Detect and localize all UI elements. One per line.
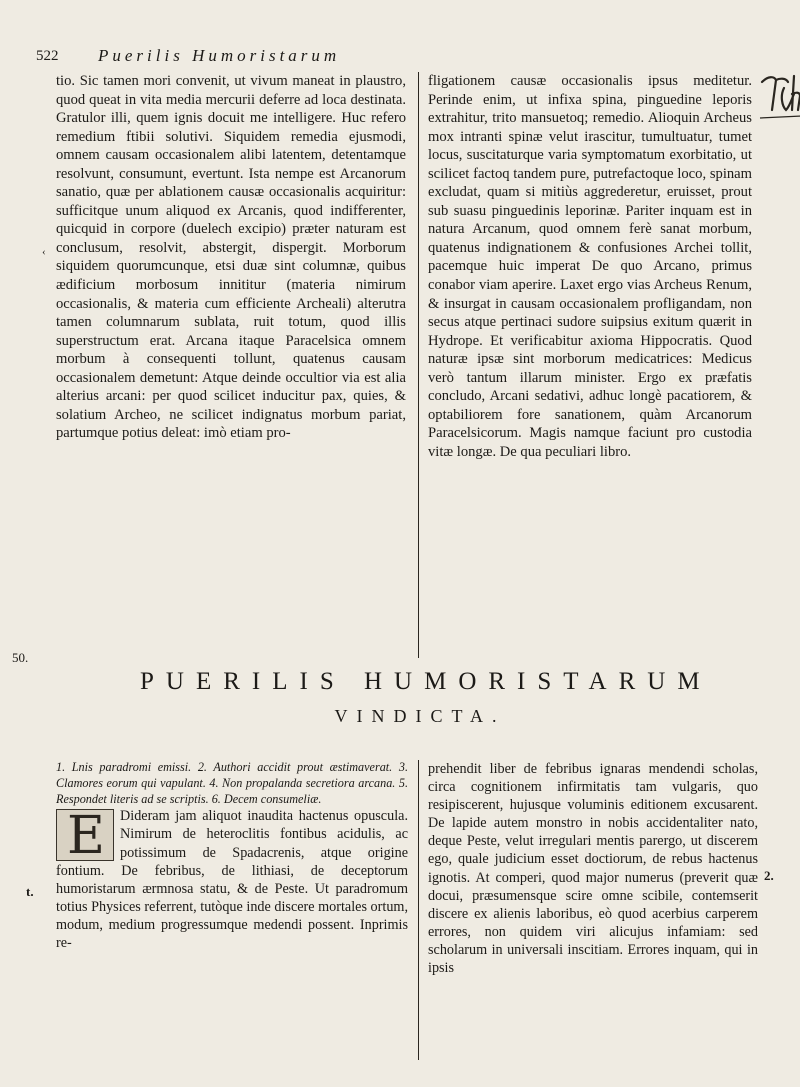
woodcut-initial-icon	[56, 809, 114, 861]
margin-note: t.	[26, 884, 34, 899]
column-divider	[418, 760, 419, 1060]
running-title: Puerilis Humoristarum	[98, 46, 341, 65]
bottom-left-column	[56, 760, 408, 952]
body-text: tio. Sic tamen mori convenit, ut vivum maneat in plaustro, quod queat in vita media mercurii deferre ad loca destinata. Gratulor illi, quem ignis docuit me intelligere. Huc refero remedium ftibii solutivi. Siquidem remedia ejusmodi, omnem causam occasionalem alibi latentem, detentamque resolvunt, consumunt, evertunt. Ista nempe est Arcanorum sanatio, quæ per ablationem causæ occasionalis acquiritur: sufficitque unum aliquod ex Arcanis, quod indifferenter, quicquid in corpore (duelech excipio) præter naturam est conclusum, resolvit, abstergit, dispergit. Morborum siquidem quorumcunque, etsi duæ sint columnæ, quibus ædificium morbosum innititur (materia nimirum occasionalis, & materia cum efficiente Archeali) alterutra tamen columnarum sublata, ruit totum, quod illis superstructum erat. Arcana itaque Paracelsica omnem morbum à consequenti tollunt, quatenus causam occasionalem demetunt: Atque deinde occultior via est alia alterius arcani: per quod scilicet inducitur pax, quies, & solatium Archeo, ne scilicet indignatus morbum pariat, partumque potius deleat: imò etiam pro-	[56, 73, 406, 442]
section-title: PUERILIS HUMORISTARUM	[140, 668, 712, 695]
body-text: prehendit liber de febribus ignaras mendendi scholas, circa cognitionem infirmitatis tam vulgaris, quo resipiscerent, hujusque voluminis editionem excusarent. De lapide autem monstro in nobis accidentaliter nato, deque Peste, velut irregulari mentis parergo, ut discerem ego, quale judicium esset doctiorum, de rebus hactenus ignotis. At comperi, quod major numerus (preverit quæ docui, præsumensque scire omne scibile, contemserit discere ex alienis laboribus, eò quod acerbius carperem errores, non quidem viri alicujus infamiam: sed scholarum in universali inscitiam. Errores inquam, qui in ipsis	[428, 761, 758, 977]
page-number: 522	[36, 48, 59, 64]
section-subtitle: VINDICTA.	[334, 706, 506, 726]
margin-note: 2.	[764, 868, 774, 883]
top-left-column	[56, 72, 406, 443]
dropcap-letter: E	[67, 809, 105, 862]
page-header	[36, 44, 756, 72]
body-text: Dideram jam aliquot inaudita hactenus opuscula. Nimirum de heteroclitis fontibus acidulis, ac potissimum de Spadacrenis, atque origine fontium. De febribus, de lithiasi, de deceptorum humoristarum ærmnosa statu, & de Peste. Ut paradromum totius Physices referrent, tutòque inde discere mortales ortum, modum, medium progressumque medendi possent. Inprimis re-	[56, 808, 408, 952]
column-divider	[418, 72, 419, 658]
body-text: fligationem causæ occasionalis ipsus meditetur. Perinde enim, ut infixa spina, pinguedine leporis extrahitur, trito mansuetoq; remedio. Alioquin Archeus mox intranti spinæ velut irascitur, tumultuatur, tumet locus, suscitaturque varia symptomatum exorbitatio, ut scilicet factoq tandem pure, putrefactoque loco, spinam excludat, quam si mitiùs aggrederetur, eruisset, prout sub suasu pinguedinis leporinæ. Pariter inquam est in natura Arcanum, quod omnem ferè sanat morbum, quatenus indignationem & confusiones Archei tollit, pacemque huic imperat De quo Arcano, primus conabor viam aperire. Laxet ergo vias Archeus Renum, & insurgat in causam occasionalem profligandam, non secus atque pertinaci sudore suipsius exitum quærit in Hydrope. Et verificabitur axioma Hippocratis. Quod naturæ ipsæ sint morborum medicatrices: Medicus verò tantum illarum minister. Ergo ex præfatis concludo, Arcani sedativi, adhuc longè pacatiorem, & optabiliorem fore sanationem, quàm Arcanorum Paracelsicorum. Magis namque faciunt pro custodia vitæ longæ. De qua peculiari libro.	[428, 73, 752, 460]
margin-line-number: 50.	[12, 650, 29, 665]
margin-mark: ‹	[42, 246, 46, 258]
chapter-summary: 1. Lnis paradromi emissi. 2. Authori accidit prout æstimaverat. 3. Clamores eorum qui vapulant. 4. Non propalanda secretiora arcana. 5. Respondet literis ad se scriptis. 6. Decem consumeliæ.	[56, 760, 408, 806]
top-right-column	[428, 72, 752, 461]
bottom-right-column	[428, 760, 758, 977]
handwritten-note-icon	[758, 66, 800, 126]
